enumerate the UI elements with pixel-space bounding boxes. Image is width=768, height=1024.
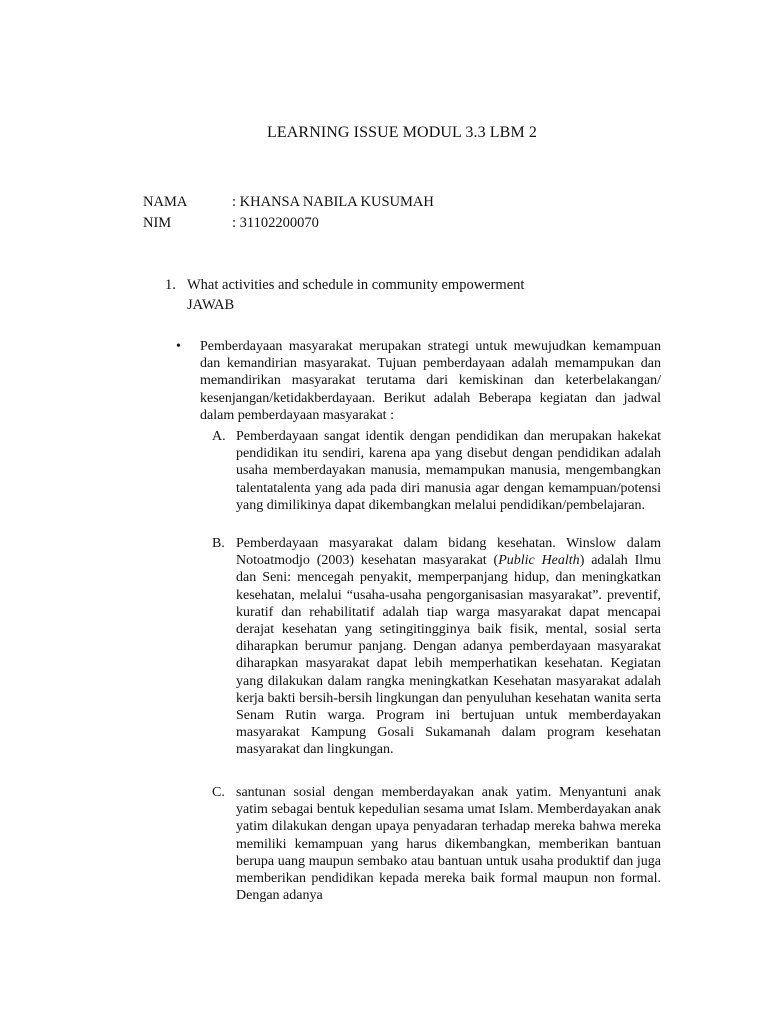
info-value-nim: : 31102200070 — [232, 215, 319, 231]
info-value-nama: : KHANSA NABILA KUSUMAH — [232, 194, 434, 210]
item-a-text: Pemberdayaan sangat identik dengan pendidikan dan merupakan hakekat pendidikan itu sendiri, karena apa yang disebut dengan pendidikan adalah usaha memberdayakan manusia, memampukan manusia, mengembangkan talentatalenta yang ada pada diri manusia agar dengan kemampuan/potensi yang dimilikinya dapat dikembangkan melalui pendidikan/pembelajaran. — [236, 429, 661, 513]
item-b-text — [236, 535, 661, 759]
answer-label: JAWAB — [187, 297, 235, 313]
item-c-marker: C. — [212, 785, 225, 800]
info-row-nama — [143, 192, 434, 212]
info-label-nim: NIM — [143, 215, 172, 231]
item-b-marker: B. — [212, 536, 225, 551]
bullet-symbol: • — [176, 339, 181, 354]
question-text: What activities and schedule in community empowerment — [187, 277, 525, 293]
item-b-text-after: ) adalah Ilmu dan Seni: mencegah penyakit, memperpanjang hidup, dan meningkatkan kesehatan, melalui “usaha-usaha pengorganisasian masyarakat”. preventif, kuratif dan rehabilitatif adalah tiap warga masyarakat dapat mencapai derajat kesehatan yang setingitingginya baik fisik, mental, sosial serta diharapkan berumur panjang. Dengan adanya pemberdayaan masyarakat diharapkan masyarakat dapat lebih memperhatikan kesehatan. Kegiatan yang dilakukan dalam rangka meningkatkan Kesehatan masyarakat adalah kerja bakti bersih-bersih lingkungan dan penyuluhan kesehatan wanita serta Senam Rutin warga. Program ini bertujuan untuk memberdayakan masyarakat Kampung Gosali Sukamanah dalam program kesehatan masyarakat dan lingkungan. — [236, 553, 662, 758]
info-row-nim — [143, 213, 319, 233]
item-b-text-italic: Public Health — [498, 553, 580, 569]
item-a-marker: A. — [212, 429, 226, 444]
info-label-nama: NAMA — [143, 194, 188, 210]
item-c-text: santunan sosial dengan memberdayakan anak yatim. Menyantuni anak yatim sebagai bentuk kepedulian sesama umat Islam. Memberdayakan anak yatim dilakukan dengan upaya penyadaran terhadap mereka bahwa mereka memiliki kemampuan yang harus dikembangkan, memberikan bantuan berupa uang maupun sembako atau bantuan untuk usaha produktif dan juga memberikan pendidikan kepada mereka baik formal maupun non formal. Dengan adanya — [236, 785, 661, 904]
intro-paragraph: Pemberdayaan masyarakat merupakan strategi untuk mewujudkan kemampuan dan kemandirian masyarakat. Tujuan pemberdayaan adalah memampukan dan memandirikan masyarakat terutama dari kemiskinan dan keterbelakangan/ kesenjangan/ketidakberdayaan. Berikut adalah Beberapa kegiatan dan jadwal dalam pemberdayaan masyarakat : — [200, 339, 661, 423]
document-title: LEARNING ISSUE MODUL 3.3 LBM 2 — [267, 124, 537, 141]
question-number: 1. — [165, 277, 176, 293]
item-b-text-before: Pemberdayaan masyarakat dalam bidang kesehatan. Winslow dalam Notoatmodjo (2003) kesehatan masyarakat ( — [236, 536, 661, 569]
